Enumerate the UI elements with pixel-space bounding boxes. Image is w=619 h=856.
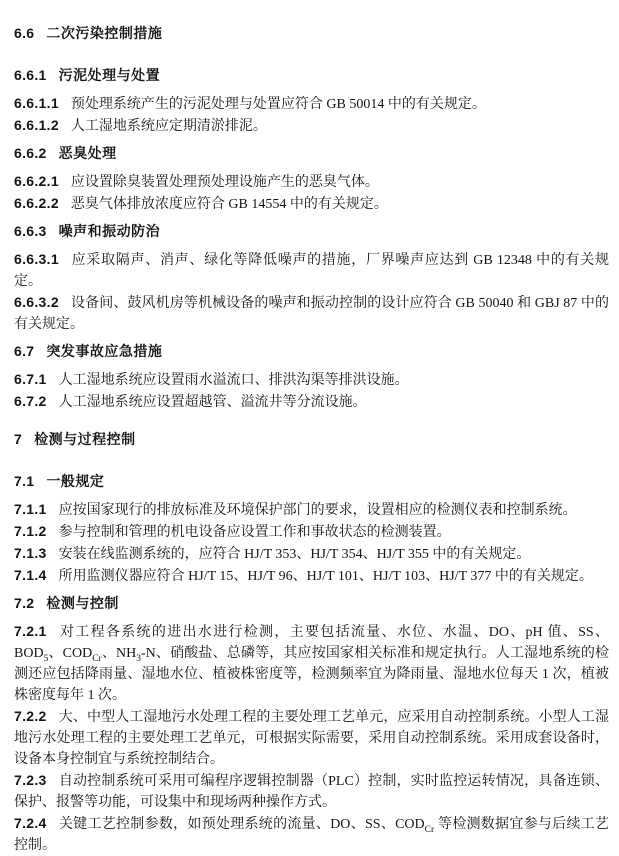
clause-6-6-3-1 [14, 249, 609, 292]
clause-7-2-4 [14, 813, 609, 856]
clause-6-6-2-2 [14, 193, 609, 215]
clause-text: 设备间、鼓风机房等机械设备的噪声和振动控制的设计应符合 GB 50040 和 GBJ 87 中的有关规定。 [14, 296, 609, 332]
heading-7 [14, 429, 609, 451]
clause-number: 7.1.3 [14, 545, 47, 561]
clause-number: 6.6.2.1 [14, 173, 59, 189]
clause-6-6-1-2 [14, 115, 609, 137]
clause-text: 应设置除臭装置处理预处理设施产生的恶臭气体。 [70, 175, 379, 190]
clause-text: 大、中型人工湿地污水处理工程的主要处理工艺单元，应采用自动控制系统。小型人工湿地污水处理工程的主要处理工艺单元，可根据实际需要，采用自动控制系统。采用成套设备时，设备本身控制宜与系统控制结合。 [14, 710, 609, 767]
clause-text: 所用监测仪器应符合 HJ/T 15、HJ/T 96、HJ/T 101、HJ/T 103、HJ/T 377 中的有关规定。 [58, 569, 593, 584]
clause-number: 6.6.2 [14, 145, 47, 161]
clause-text: 参与控制和管理的机电设备应设置工作和事故状态的检测装置。 [58, 525, 451, 540]
clause-number: 6.7.1 [14, 371, 47, 387]
clause-number: 7.2.4 [14, 815, 47, 831]
clause-text: 恶臭处理 [58, 145, 117, 161]
clause-number: 7 [14, 431, 23, 447]
clause-text: 检测与控制 [46, 595, 119, 611]
clause-text: 安装在线监测系统的，应符合 HJ/T 353、HJ/T 354、HJ/T 355 中的有关规定。 [58, 547, 531, 562]
clause-text: 人工湿地系统应设置超越管、溢流井等分流设施。 [58, 395, 367, 410]
clause-number: 7.2.2 [14, 708, 47, 724]
clause-7-2-2 [14, 706, 609, 770]
clause-number: 6.6.2.2 [14, 195, 59, 211]
clause-7-1-4 [14, 565, 609, 587]
clause-number: 6.6 [14, 25, 35, 41]
heading-6-6 [14, 23, 609, 45]
clause-text: 应采取隔声、消声、绿化等降低噪声的措施，厂界噪声应达到 GB 12348 中的有关规定。 [14, 253, 609, 289]
heading-6-7 [14, 341, 609, 363]
heading-7-2 [14, 593, 609, 615]
clause-number: 6.6.1.2 [14, 117, 59, 133]
clause-text: 突发事故应急措施 [46, 343, 163, 359]
heading-6-6-3 [14, 221, 609, 243]
clause-text: 恶臭气体排放浓度应符合 GB 14554 中的有关规定。 [70, 197, 388, 212]
clause-text: 人工湿地系统应定期清淤排泥。 [70, 119, 267, 134]
clause-text: 预处理系统产生的污泥处理与处置应符合 GB 50014 中的有关规定。 [70, 97, 486, 112]
clause-number: 6.7.2 [14, 393, 47, 409]
clause-number: 6.7 [14, 343, 35, 359]
clause-number: 6.6.3.1 [14, 251, 59, 267]
clause-number: 6.6.3 [14, 223, 47, 239]
heading-7-1 [14, 471, 609, 493]
clause-7-2-3 [14, 770, 609, 813]
clause-number: 7.2.1 [14, 623, 47, 639]
clause-text: 一般规定 [46, 473, 105, 489]
clause-7-2-1 [14, 621, 609, 706]
clause-7-1-1 [14, 499, 609, 521]
clause-number: 6.6.1.1 [14, 95, 59, 111]
clause-number: 7.1 [14, 473, 35, 489]
clause-text: 自动控制系统可采用可编程序逻辑控制器（PLC）控制，实时监控运转情况，具备连锁、保护、报警等功能，可设集中和现场两种操作方式。 [14, 774, 609, 810]
clause-7-1-3 [14, 543, 609, 565]
clause-text: 应按国家现行的排放标准及环境保护部门的要求，设置相应的检测仪表和控制系统。 [58, 503, 577, 518]
clause-text: 关键工艺控制参数，如预处理系统的流量、DO、SS、$COD_{Cr}$ 等检测数据宜参与后续工艺控制。 [14, 817, 610, 853]
clause-text: 对工程各系统的进出水进行检测，主要包括流量、水位、水温、DO、pH 值、SS、$BOD_5$、$COD_{Cr}$、$NH_3-N$、硝酸盐、总磷等，其应按国家相关标准和规定执行。人工湿地系统的检测还应包括降雨量、湿地水位、植被株密度等，检测频率宜为降雨量、湿地水位每天 1 次，植被株密度每年 1 次。 [14, 625, 609, 703]
heading-6-6-1 [14, 65, 609, 87]
clause-number: 7.1.2 [14, 523, 47, 539]
clause-6-7-2 [14, 391, 609, 413]
clause-number: 7.1.4 [14, 567, 47, 583]
clause-text: 污泥处理与处置 [58, 67, 161, 83]
clause-6-6-3-2 [14, 292, 609, 335]
clause-text: 噪声和振动防治 [58, 223, 161, 239]
clause-number: 6.6.1 [14, 67, 47, 83]
clause-number: 6.6.3.2 [14, 294, 59, 310]
clause-text: 人工湿地系统应设置雨水溢流口、排洪沟渠等排洪设施。 [58, 373, 409, 388]
clause-6-6-2-1 [14, 171, 609, 193]
clause-text: 二次污染控制措施 [46, 25, 163, 41]
heading-6-6-2 [14, 143, 609, 165]
clause-number: 7.2.3 [14, 772, 47, 788]
document-body [14, 23, 609, 856]
clause-7-1-2 [14, 521, 609, 543]
clause-6-6-1-1 [14, 93, 609, 115]
clause-number: 7.2 [14, 595, 35, 611]
clause-number: 7.1.1 [14, 501, 47, 517]
clause-6-7-1 [14, 369, 609, 391]
clause-text: 检测与过程控制 [34, 431, 136, 447]
